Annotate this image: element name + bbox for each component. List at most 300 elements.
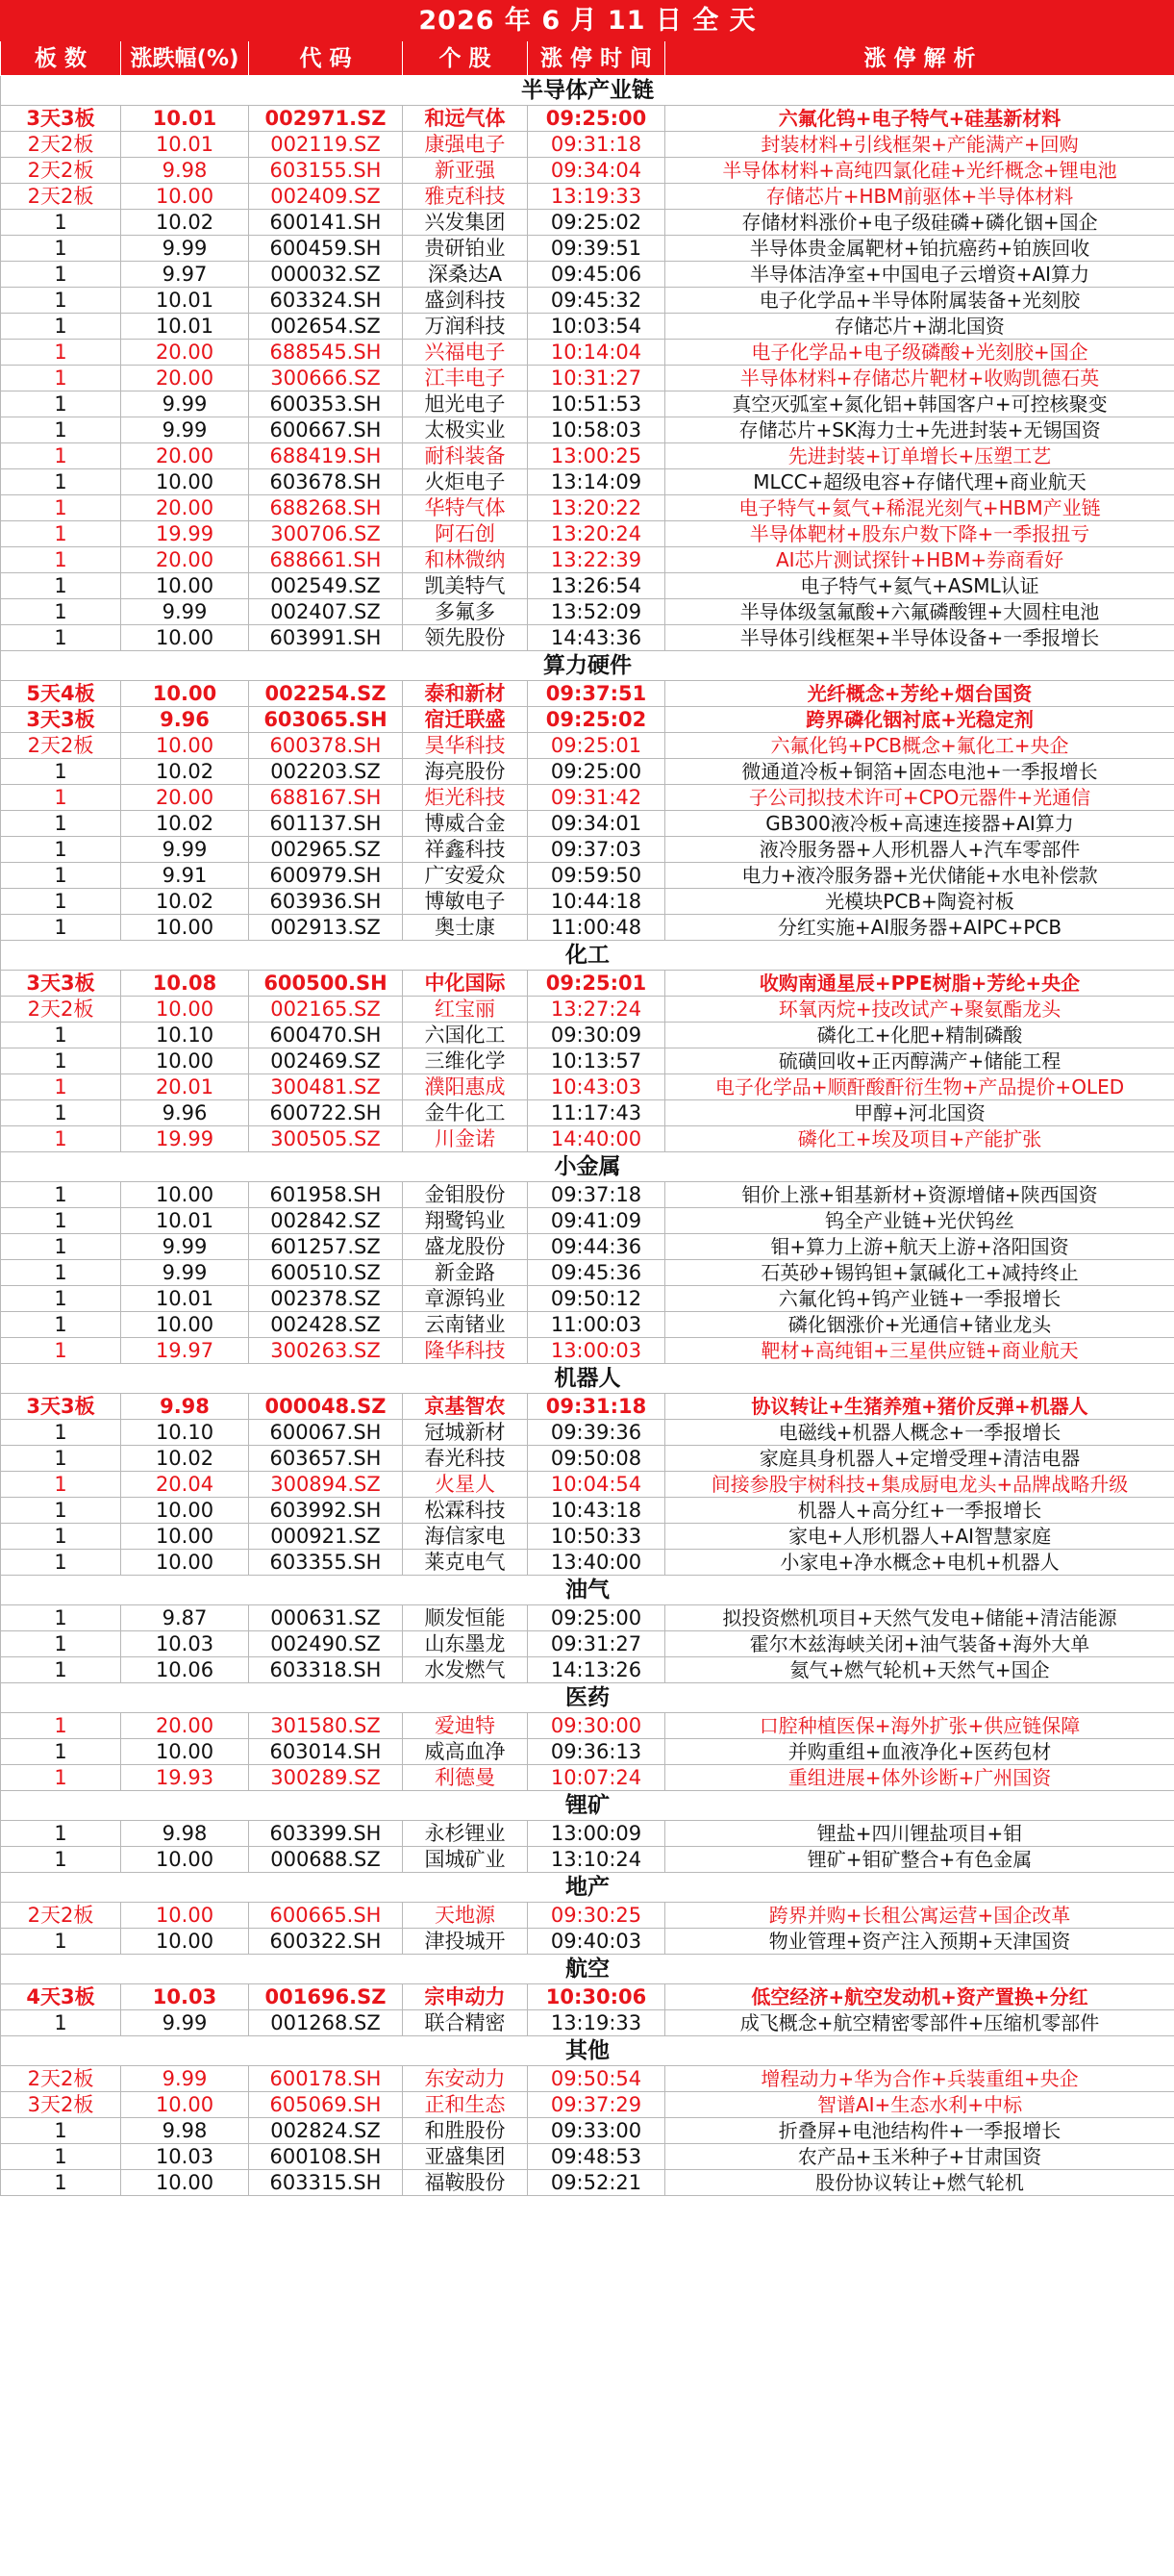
stock-code: 002490.SZ <box>249 1631 403 1657</box>
change-pct: 10.02 <box>121 210 249 236</box>
limit-up-reason: 六氟化钨+钨产业链+一季报增长 <box>665 1286 1174 1312</box>
limit-up-reason: 环氧丙烷+技改试产+聚氨酯龙头 <box>665 997 1174 1023</box>
table-row <box>1 262 1174 288</box>
board-count: 3天3板 <box>1 971 121 997</box>
change-pct: 10.00 <box>121 997 249 1023</box>
stock-name: 多氟多 <box>403 599 528 625</box>
board-count: 1 <box>1 573 121 599</box>
table-row <box>1 106 1174 132</box>
table-row <box>1 495 1174 521</box>
limit-up-reason: AI芯片测试探针+HBM+券商看好 <box>665 547 1174 573</box>
limit-up-time: 09:25:01 <box>528 971 665 997</box>
limit-up-time: 10:50:33 <box>528 1524 665 1550</box>
change-pct: 10.01 <box>121 1286 249 1312</box>
stock-name: 海信家电 <box>403 1524 528 1550</box>
stock-code: 601958.SH <box>249 1182 403 1208</box>
change-pct: 9.98 <box>121 2118 249 2144</box>
limit-up-time: 13:00:09 <box>528 1821 665 1847</box>
limit-up-reason: 成飞概念+航空精密零部件+压缩机零部件 <box>665 2010 1174 2036</box>
table-row <box>1 1472 1174 1498</box>
board-count: 1 <box>1 1234 121 1260</box>
change-pct: 10.00 <box>121 1929 249 1955</box>
limit-up-time: 10:07:24 <box>528 1765 665 1791</box>
change-pct: 10.02 <box>121 889 249 915</box>
limit-up-reason: 封装材料+引线框架+产能满产+回购 <box>665 132 1174 158</box>
stock-name: 宗申动力 <box>403 1984 528 2010</box>
stock-code: 300894.SZ <box>249 1472 403 1498</box>
stock-code: 300505.SZ <box>249 1126 403 1152</box>
board-count: 1 <box>1 1312 121 1338</box>
table-row <box>1 210 1174 236</box>
stock-name: 新金路 <box>403 1260 528 1286</box>
stock-code: 002549.SZ <box>249 573 403 599</box>
table-row <box>1 443 1174 469</box>
change-pct: 10.10 <box>121 1023 249 1048</box>
change-pct: 9.98 <box>121 1394 249 1420</box>
stock-code: 001696.SZ <box>249 1984 403 2010</box>
stock-code: 603657.SH <box>249 1446 403 1472</box>
change-pct: 9.99 <box>121 417 249 443</box>
stock-code: 600470.SH <box>249 1023 403 1048</box>
change-pct: 9.98 <box>121 1821 249 1847</box>
limit-up-reason: GB300液冷板+高速连接器+AI算力 <box>665 811 1174 837</box>
limit-up-time: 11:00:03 <box>528 1312 665 1338</box>
section-title: 小金属 <box>1 1152 1174 1182</box>
table-row <box>1 1446 1174 1472</box>
limit-up-time: 10:04:54 <box>528 1472 665 1498</box>
change-pct: 9.99 <box>121 236 249 262</box>
board-count: 1 <box>1 1847 121 1873</box>
stock-name: 松霖科技 <box>403 1498 528 1524</box>
table-row <box>1 1100 1174 1126</box>
stock-code: 603399.SH <box>249 1821 403 1847</box>
stock-name: 和远气体 <box>403 106 528 132</box>
stock-name: 宿迁联盛 <box>403 707 528 733</box>
board-count: 1 <box>1 625 121 651</box>
stock-code: 000048.SZ <box>249 1394 403 1420</box>
limit-up-reason: 存储芯片+HBM前驱体+半导体材料 <box>665 184 1174 210</box>
board-count: 1 <box>1 1739 121 1765</box>
table-row <box>1 573 1174 599</box>
stock-name: 阿石创 <box>403 521 528 547</box>
stock-name: 联合精密 <box>403 2010 528 2036</box>
stock-code: 002165.SZ <box>249 997 403 1023</box>
limit-up-time: 10:43:18 <box>528 1498 665 1524</box>
stock-code: 688268.SH <box>249 495 403 521</box>
stock-name: 江丰电子 <box>403 366 528 391</box>
limit-up-time: 09:39:36 <box>528 1420 665 1446</box>
stock-name: 泰和新材 <box>403 681 528 707</box>
change-pct: 10.00 <box>121 1312 249 1338</box>
table-row <box>1 1657 1174 1683</box>
stock-code: 300666.SZ <box>249 366 403 391</box>
limit-up-time: 13:00:25 <box>528 443 665 469</box>
limit-up-reason: 跨界磷化铟衬底+光稳定剂 <box>665 707 1174 733</box>
stock-name: 新亚强 <box>403 158 528 184</box>
limit-up-reason: 微通道冷板+铜箔+固态电池+一季报增长 <box>665 759 1174 785</box>
board-count: 1 <box>1 288 121 314</box>
section-header-row <box>1 1873 1174 1903</box>
board-count: 1 <box>1 1657 121 1683</box>
change-pct: 19.97 <box>121 1338 249 1364</box>
stock-code: 600459.SH <box>249 236 403 262</box>
stock-name: 莱克电气 <box>403 1550 528 1576</box>
board-count: 1 <box>1 1472 121 1498</box>
limit-up-time: 09:50:08 <box>528 1446 665 1472</box>
stock-name: 六国化工 <box>403 1023 528 1048</box>
table-row <box>1 1338 1174 1364</box>
change-pct: 9.98 <box>121 158 249 184</box>
section-title: 航空 <box>1 1955 1174 1984</box>
stock-code: 688167.SH <box>249 785 403 811</box>
board-count: 1 <box>1 1074 121 1100</box>
board-count: 1 <box>1 340 121 366</box>
stock-code: 600510.SZ <box>249 1260 403 1286</box>
stock-name: 贵研铂业 <box>403 236 528 262</box>
limit-up-time: 09:41:09 <box>528 1208 665 1234</box>
table-row <box>1 1498 1174 1524</box>
stock-name: 亚盛集团 <box>403 2144 528 2170</box>
limit-up-time: 13:26:54 <box>528 573 665 599</box>
board-count: 2天2板 <box>1 1903 121 1929</box>
limit-up-reason: 钨全产业链+光伏钨丝 <box>665 1208 1174 1234</box>
limit-up-reason: 液冷服务器+人形机器人+汽车零部件 <box>665 837 1174 863</box>
section-header-row <box>1 1683 1174 1713</box>
change-pct: 10.00 <box>121 1847 249 1873</box>
limit-up-reason: 先进封装+订单增长+压塑工艺 <box>665 443 1174 469</box>
limit-up-time: 13:19:33 <box>528 184 665 210</box>
limit-up-time: 10:31:27 <box>528 366 665 391</box>
stock-code: 603355.SH <box>249 1550 403 1576</box>
change-pct: 9.99 <box>121 599 249 625</box>
stock-code: 603315.SH <box>249 2170 403 2196</box>
stock-name: 火星人 <box>403 1472 528 1498</box>
limit-up-time: 09:34:04 <box>528 158 665 184</box>
table-row <box>1 971 1174 997</box>
section-header-row <box>1 941 1174 971</box>
change-pct: 20.01 <box>121 1074 249 1100</box>
limit-up-reason: 跨界并购+长租公寓运营+国企改革 <box>665 1903 1174 1929</box>
stock-name: 耐科装备 <box>403 443 528 469</box>
limit-up-time: 09:34:01 <box>528 811 665 837</box>
stock-name: 金牛化工 <box>403 1100 528 1126</box>
stock-name: 凯美特气 <box>403 573 528 599</box>
board-count: 1 <box>1 1713 121 1739</box>
limit-up-time: 09:30:09 <box>528 1023 665 1048</box>
change-pct: 10.10 <box>121 1420 249 1446</box>
stock-name: 领先股份 <box>403 625 528 651</box>
limit-up-time: 09:25:00 <box>528 759 665 785</box>
board-count: 1 <box>1 863 121 889</box>
stock-code: 002971.SZ <box>249 106 403 132</box>
stock-name: 盛剑科技 <box>403 288 528 314</box>
change-pct: 20.00 <box>121 785 249 811</box>
board-count: 1 <box>1 1182 121 1208</box>
table-row <box>1 1074 1174 1100</box>
stock-name: 兴福电子 <box>403 340 528 366</box>
stock-name: 祥鑫科技 <box>403 837 528 863</box>
stock-name: 昊华科技 <box>403 733 528 759</box>
limit-up-time: 09:44:36 <box>528 1234 665 1260</box>
limit-up-time: 10:30:06 <box>528 1984 665 2010</box>
limit-up-reason: 存储芯片+湖北国资 <box>665 314 1174 340</box>
limit-up-time: 10:03:54 <box>528 314 665 340</box>
change-pct: 10.00 <box>121 1498 249 1524</box>
stock-code: 688545.SH <box>249 340 403 366</box>
table-row <box>1 811 1174 837</box>
limit-up-time: 09:25:00 <box>528 106 665 132</box>
table-row <box>1 1847 1174 1873</box>
table-row <box>1 1286 1174 1312</box>
stock-code: 002654.SZ <box>249 314 403 340</box>
limit-up-time: 13:20:24 <box>528 521 665 547</box>
limit-up-reason: 口腔种植医保+海外扩张+供应链保障 <box>665 1713 1174 1739</box>
change-pct: 10.01 <box>121 132 249 158</box>
table-row <box>1 625 1174 651</box>
change-pct: 10.00 <box>121 681 249 707</box>
board-count: 1 <box>1 1929 121 1955</box>
section-header-row <box>1 651 1174 681</box>
change-pct: 20.00 <box>121 1713 249 1739</box>
limit-up-reason: 子公司拟技术许可+CPO元器件+光通信 <box>665 785 1174 811</box>
limit-up-time: 14:43:36 <box>528 625 665 651</box>
limit-up-reason: 半导体材料+存储芯片靶材+收购凯德石英 <box>665 366 1174 391</box>
table-row <box>1 1420 1174 1446</box>
stock-code: 000688.SZ <box>249 1847 403 1873</box>
change-pct: 9.87 <box>121 1605 249 1631</box>
board-count: 1 <box>1 1498 121 1524</box>
stock-name: 川金诺 <box>403 1126 528 1152</box>
change-pct: 10.00 <box>121 1550 249 1576</box>
change-pct: 9.99 <box>121 837 249 863</box>
stock-name: 隆华科技 <box>403 1338 528 1364</box>
board-count: 1 <box>1 1023 121 1048</box>
limit-up-reason: 家电+人形机器人+AI智慧家庭 <box>665 1524 1174 1550</box>
limit-up-reason: 协议转让+生猪养殖+猪价反弹+机器人 <box>665 1394 1174 1420</box>
limit-up-reason: 锂矿+钼矿整合+有色金属 <box>665 1847 1174 1873</box>
limit-up-reason: 霍尔木兹海峡关闭+油气装备+海外大单 <box>665 1631 1174 1657</box>
stock-name: 博敏电子 <box>403 889 528 915</box>
stock-code: 002469.SZ <box>249 1048 403 1074</box>
stock-name: 山东墨龙 <box>403 1631 528 1657</box>
change-pct: 10.02 <box>121 759 249 785</box>
stock-code: 601257.SZ <box>249 1234 403 1260</box>
board-count: 1 <box>1 1100 121 1126</box>
table-row <box>1 158 1174 184</box>
board-count: 5天4板 <box>1 681 121 707</box>
change-pct: 10.00 <box>121 2092 249 2118</box>
board-count: 1 <box>1 1631 121 1657</box>
stock-code: 600665.SH <box>249 1903 403 1929</box>
limit-up-time: 09:30:25 <box>528 1903 665 1929</box>
stock-name: 和胜股份 <box>403 2118 528 2144</box>
table-row <box>1 997 1174 1023</box>
table-row <box>1 1260 1174 1286</box>
stock-code: 600722.SH <box>249 1100 403 1126</box>
board-count: 3天3板 <box>1 1394 121 1420</box>
limit-up-time: 09:25:02 <box>528 210 665 236</box>
change-pct: 10.00 <box>121 733 249 759</box>
table-row <box>1 1394 1174 1420</box>
stock-name: 春光科技 <box>403 1446 528 1472</box>
limit-up-time: 13:19:33 <box>528 2010 665 2036</box>
table-row <box>1 733 1174 759</box>
header-pct: 涨跌幅(%) <box>121 41 249 76</box>
stock-code: 688419.SH <box>249 443 403 469</box>
stock-code: 603991.SH <box>249 625 403 651</box>
limit-up-time: 13:27:24 <box>528 997 665 1023</box>
stock-code: 301580.SZ <box>249 1713 403 1739</box>
limit-up-reason: 农产品+玉米种子+甘肃国资 <box>665 2144 1174 2170</box>
change-pct: 9.99 <box>121 2066 249 2092</box>
table-row <box>1 1550 1174 1576</box>
limit-up-time: 09:31:18 <box>528 132 665 158</box>
board-count: 1 <box>1 2118 121 2144</box>
table-row <box>1 132 1174 158</box>
limit-up-reason: 磷化工+化肥+精制磷酸 <box>665 1023 1174 1048</box>
table-body <box>1 1 1174 2196</box>
limit-up-reason: 锂盐+四川锂盐项目+钼 <box>665 1821 1174 1847</box>
board-count: 1 <box>1 314 121 340</box>
board-count: 1 <box>1 1550 121 1576</box>
table-row <box>1 1765 1174 1791</box>
limit-up-time: 14:13:26 <box>528 1657 665 1683</box>
board-count: 2天2板 <box>1 184 121 210</box>
board-count: 1 <box>1 366 121 391</box>
stock-code: 600141.SH <box>249 210 403 236</box>
limit-up-time: 09:50:54 <box>528 2066 665 2092</box>
limit-up-time: 10:51:53 <box>528 391 665 417</box>
stock-name: 中化国际 <box>403 971 528 997</box>
table-row <box>1 1182 1174 1208</box>
stock-code: 002965.SZ <box>249 837 403 863</box>
stock-code: 000032.SZ <box>249 262 403 288</box>
section-header-row <box>1 76 1174 106</box>
stock-code: 300263.SZ <box>249 1338 403 1364</box>
change-pct: 19.93 <box>121 1765 249 1791</box>
table-row <box>1 521 1174 547</box>
table-row <box>1 1631 1174 1657</box>
stock-code: 603318.SH <box>249 1657 403 1683</box>
stock-code: 688661.SH <box>249 547 403 573</box>
board-count: 1 <box>1 1524 121 1550</box>
limit-up-reason: 半导体靶材+股东户数下降+一季报扭亏 <box>665 521 1174 547</box>
limit-up-time: 09:45:06 <box>528 262 665 288</box>
stock-code: 002203.SZ <box>249 759 403 785</box>
limit-up-reason: 半导体引线框架+半导体设备+一季报增长 <box>665 625 1174 651</box>
limit-up-time: 09:37:18 <box>528 1182 665 1208</box>
limit-up-reason: 半导体贵金属靶材+铂抗癌药+铂族回收 <box>665 236 1174 262</box>
limit-up-reason: 光模块PCB+陶瓷衬板 <box>665 889 1174 915</box>
stock-name: 红宝丽 <box>403 997 528 1023</box>
limit-up-time: 09:25:00 <box>528 1605 665 1631</box>
stock-name: 旭光电子 <box>403 391 528 417</box>
board-count: 1 <box>1 785 121 811</box>
limit-up-time: 13:00:03 <box>528 1338 665 1364</box>
change-pct: 10.00 <box>121 184 249 210</box>
board-count: 1 <box>1 1126 121 1152</box>
table-row <box>1 2118 1174 2144</box>
stock-name: 津投城开 <box>403 1929 528 1955</box>
stock-code: 603155.SH <box>249 158 403 184</box>
board-count: 1 <box>1 1446 121 1472</box>
board-count: 3天3板 <box>1 707 121 733</box>
table-row <box>1 1713 1174 1739</box>
table-row <box>1 2144 1174 2170</box>
table-row <box>1 759 1174 785</box>
stock-name: 水发燃气 <box>403 1657 528 1683</box>
stock-name: 金钼股份 <box>403 1182 528 1208</box>
board-count: 1 <box>1 837 121 863</box>
limit-up-time: 11:00:48 <box>528 915 665 941</box>
stock-code: 002824.SZ <box>249 2118 403 2144</box>
board-count: 1 <box>1 889 121 915</box>
stock-name: 康强电子 <box>403 132 528 158</box>
stock-name: 三维化学 <box>403 1048 528 1074</box>
board-count: 1 <box>1 495 121 521</box>
change-pct: 9.91 <box>121 863 249 889</box>
limit-up-reason: 六氟化钨+PCB概念+氟化工+央企 <box>665 733 1174 759</box>
section-title: 其他 <box>1 2036 1174 2066</box>
limit-up-reason: 电子化学品+半导体附属装备+光刻胶 <box>665 288 1174 314</box>
limit-up-time: 13:20:22 <box>528 495 665 521</box>
table-row <box>1 1312 1174 1338</box>
section-title: 机器人 <box>1 1364 1174 1394</box>
limit-up-reason: 分红实施+AI服务器+AIPC+PCB <box>665 915 1174 941</box>
change-pct: 10.01 <box>121 106 249 132</box>
stock-code: 002119.SZ <box>249 132 403 158</box>
stock-code: 600322.SH <box>249 1929 403 1955</box>
table-row <box>1 1984 1174 2010</box>
limit-up-reason: 甲醇+河北国资 <box>665 1100 1174 1126</box>
stock-name: 深桑达A <box>403 262 528 288</box>
limit-up-time: 09:39:51 <box>528 236 665 262</box>
limit-up-reason: 间接参股宇树科技+集成厨电龙头+品牌战略升级 <box>665 1472 1174 1498</box>
limit-up-reason: 存储芯片+SK海力士+先进封装+无锡国资 <box>665 417 1174 443</box>
board-count: 1 <box>1 547 121 573</box>
change-pct: 20.00 <box>121 443 249 469</box>
limit-up-time: 09:52:21 <box>528 2170 665 2196</box>
stock-code: 300481.SZ <box>249 1074 403 1100</box>
limit-up-time: 09:31:18 <box>528 1394 665 1420</box>
limit-up-time: 13:40:00 <box>528 1550 665 1576</box>
change-pct: 10.06 <box>121 1657 249 1683</box>
limit-up-reason: 股份协议转让+燃气轮机 <box>665 2170 1174 2196</box>
header-ban: 板 数 <box>1 41 121 76</box>
limit-up-reason: 电子化学品+电子级磷酸+光刻胶+国企 <box>665 340 1174 366</box>
table-row <box>1 681 1174 707</box>
section-title: 油气 <box>1 1576 1174 1605</box>
limit-up-time: 14:40:00 <box>528 1126 665 1152</box>
stock-code: 002254.SZ <box>249 681 403 707</box>
stock-name: 濮阳惠成 <box>403 1074 528 1100</box>
section-title: 算力硬件 <box>1 651 1174 681</box>
limit-up-reason: 智谱AI+生态水利+中标 <box>665 2092 1174 2118</box>
stock-code: 600067.SH <box>249 1420 403 1446</box>
stock-name: 福鞍股份 <box>403 2170 528 2196</box>
board-count: 1 <box>1 915 121 941</box>
limit-up-reason: 六氟化钨+电子特气+硅基新材料 <box>665 106 1174 132</box>
header-time: 涨 停 时 间 <box>528 41 665 76</box>
limit-up-reason: 硫磺回收+正丙醇满产+储能工程 <box>665 1048 1174 1074</box>
limit-up-reason: 光纤概念+芳纶+烟台国资 <box>665 681 1174 707</box>
board-count: 3天2板 <box>1 2092 121 2118</box>
stock-code: 601137.SH <box>249 811 403 837</box>
limit-up-time: 10:13:57 <box>528 1048 665 1074</box>
board-count: 1 <box>1 1338 121 1364</box>
stock-name: 炬光科技 <box>403 785 528 811</box>
title-row <box>1 1 1174 41</box>
